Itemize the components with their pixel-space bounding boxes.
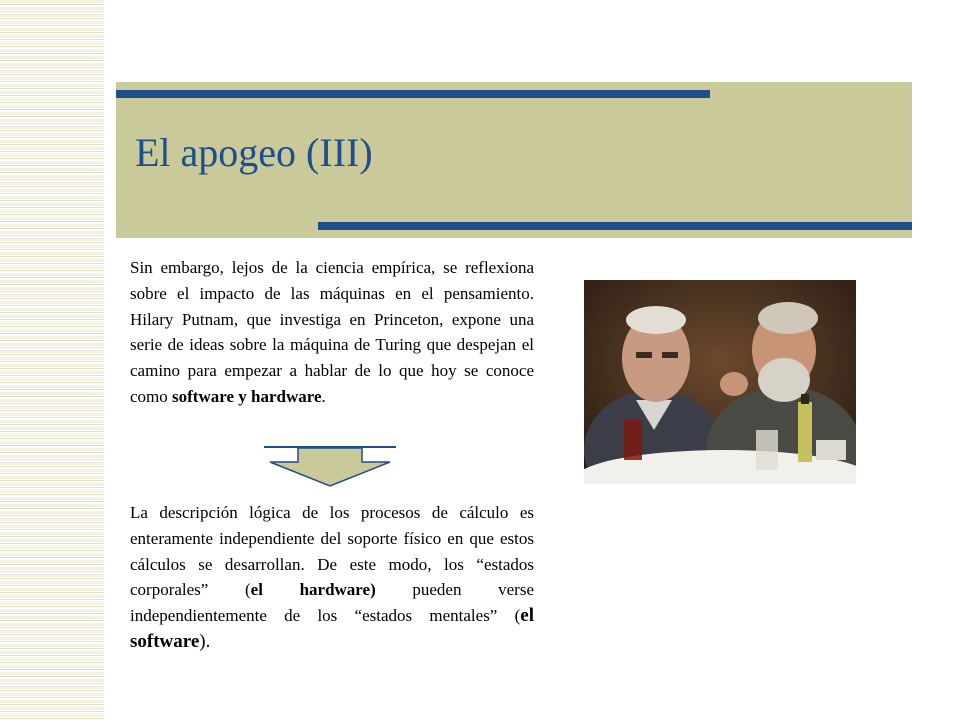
hardware-bold: el hardware) <box>250 580 376 600</box>
title-top-rule <box>116 90 710 98</box>
down-arrow-icon <box>264 446 396 488</box>
paragraph-logic-description <box>130 500 534 655</box>
paragraph-putnam <box>130 255 534 410</box>
slide-title: El apogeo (III) <box>135 130 373 175</box>
photo-two-men-at-dinner-table <box>584 280 856 484</box>
paragraph-putnam-text: Sin embargo, lejos de la ciencia empírica, se reflexiona sobre el impacto de las máquinas en el pensamiento. Hilary Putnam, que investiga en Princeton, expone una serie de ideas sobre la máquina de Turing que despejan el camino para empezar a hablar de lo que hoy se conoce como <box>130 258 534 406</box>
paragraph-logic-text2: pueden verse independientemente de los “estados mentales” ( <box>130 580 534 626</box>
software-hardware-bold: software y hardware <box>172 386 322 406</box>
title-bottom-rule <box>318 222 912 230</box>
photo-illustration <box>584 280 856 484</box>
software-bold: el software <box>130 605 534 652</box>
paragraph-logic-text1: La descripción lógica de los procesos de cálculo es enteramente independiente del soporte físico en que estos cálculos se desarrollan. De este modo, los “estados corporales” ( <box>130 503 534 600</box>
paragraph-putnam-end: . <box>321 386 326 406</box>
paragraph-logic-text3: ). <box>199 630 211 652</box>
left-stripe-decoration <box>0 0 104 720</box>
